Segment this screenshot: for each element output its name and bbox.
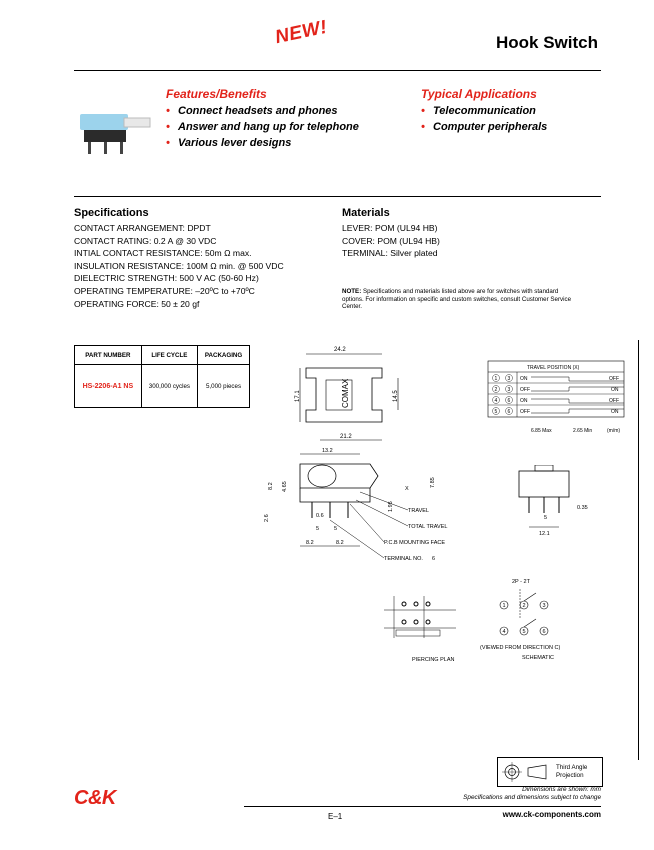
dim-top-width: 24.2 (334, 347, 346, 353)
dim-1-95: 1.95 (388, 501, 394, 512)
state-end: ON (611, 387, 619, 393)
materials-note (342, 288, 572, 311)
dim-7-85: 7.85 (430, 477, 436, 488)
dim-2-6: 2.6 (264, 514, 270, 522)
pin-1: 1 (502, 603, 506, 609)
footer-divider (244, 806, 601, 807)
features-item: • Various lever designs (166, 135, 359, 151)
travel-title: TRAVEL POSITION (X) (527, 365, 580, 371)
pin-b: 3 (507, 387, 511, 393)
column-header: PACKAGING (198, 346, 250, 365)
features-item: • Connect headsets and phones (166, 103, 359, 119)
state-start: OFF (520, 387, 530, 393)
spec-line: INSULATION RESISTANCE: 100M Ω min. @ 500 VDC (74, 260, 284, 271)
footer-note-dimensions: Dimensions are shown: mm (522, 786, 601, 793)
pin-a: 2 (494, 387, 498, 393)
dim-12-1: 12.1 (539, 531, 550, 537)
spec-line: DIELECTRIC STRENGTH: 500 V AC (50-60 Hz) (74, 273, 259, 284)
dim-5-a: 5 (316, 526, 320, 532)
new-badge: NEW! (273, 16, 330, 49)
applications-item: • Telecommunication (421, 103, 547, 119)
schematic-drawing (480, 575, 600, 665)
spec-line: OPERATING FORCE: 50 ± 20 gf (74, 298, 200, 309)
spec-line: OPERATING TEMPERATURE: –20ºC to +70ºC (74, 285, 255, 296)
right-margin-rule (638, 340, 639, 760)
piercing-plan-label: PIERCING PLAN (412, 657, 455, 662)
brand-logo: C&K (74, 787, 116, 809)
projection-line-2: Projection (556, 772, 584, 779)
part-number-cell: HS-2206-A1 NS (75, 365, 142, 408)
dim-side-width: 21.2 (340, 434, 352, 440)
dim-5-front: 5 (544, 515, 548, 521)
schematic-label: SCHEMATIC (522, 655, 554, 661)
part-number-table (74, 345, 250, 408)
table-header-row (75, 346, 250, 365)
note-label: NOTE: (342, 288, 362, 295)
dim-4-65: 4.65 (282, 481, 288, 492)
footer-notes (463, 786, 601, 802)
projection-line-1: Third Angle (556, 764, 588, 771)
travel-row (493, 386, 619, 394)
view-direction-label: (VIEWED FROM DIRECTION C) (480, 645, 561, 651)
pin-a: 4 (494, 398, 498, 404)
projection-symbol-icon (502, 762, 550, 782)
state-end: OFF (609, 398, 619, 404)
material-line: TERMINAL: Silver plated (342, 248, 438, 259)
state-end: OFF (609, 376, 619, 382)
pin-a: 1 (494, 376, 498, 382)
schematic-title: 2P - 2T (512, 579, 530, 585)
pin-b: 6 (507, 398, 511, 404)
dim-8-2-b: 8.2 (306, 540, 314, 546)
pin-4: 4 (502, 629, 506, 635)
top-view-drawing (290, 340, 410, 445)
table-row (75, 365, 250, 408)
projection-label (556, 764, 587, 780)
callout-pcb-face: P.C.B MOUNTING FACE (384, 540, 446, 546)
pin-b: 6 (507, 409, 511, 415)
materials-heading: Materials (342, 207, 390, 219)
pin-3: 3 (542, 603, 546, 609)
travel-max: 6.85 Max (531, 428, 552, 434)
dim-height-right: 14.5 (393, 390, 399, 402)
materials-list (342, 222, 440, 260)
callout-total-travel: TOTAL TRAVEL (408, 524, 448, 530)
section-divider (74, 196, 601, 197)
dim-8-2-c: 8.2 (336, 540, 344, 546)
applications-heading: Typical Applications (421, 87, 537, 101)
dim-0-6: 0.6 (316, 513, 324, 519)
travel-unit: (m/m) (607, 428, 621, 434)
spec-line: CONTACT ARRANGEMENT: DPDT (74, 223, 211, 233)
travel-position-table (487, 360, 627, 438)
callout-terminal-no: TERMINAL NO. (384, 556, 423, 562)
side-view-drawing (260, 442, 450, 572)
state-end: ON (611, 409, 619, 415)
piercing-plan-drawing (380, 582, 470, 662)
material-line: LEVER: POM (UL94 HB) (342, 223, 438, 233)
dim-height-left: 17.1 (295, 390, 301, 402)
features-heading: Features/Benefits (166, 87, 267, 101)
features-item: • Answer and hang up for telephone (166, 119, 359, 135)
footer-note-specs: Specifications and dimensions subject to change (463, 794, 601, 801)
specifications-list (74, 222, 284, 310)
dim-0-35: 0.35 (577, 505, 588, 511)
pin-a: 5 (494, 409, 498, 415)
product-photo (74, 108, 154, 156)
dim-8-2-a: 8.2 (268, 482, 274, 490)
page-title: Hook Switch (495, 33, 598, 52)
projection-box (497, 757, 603, 787)
pin-6: 6 (542, 629, 546, 635)
spec-line: INTIAL CONTACT RESISTANCE: 50m Ω max. (74, 248, 252, 259)
pin-2: 2 (522, 603, 526, 609)
packaging-cell: 5,000 pieces (198, 365, 250, 408)
callout-travel: TRAVEL (408, 508, 429, 514)
page-number: E–1 (328, 812, 343, 821)
dim-x: X (405, 486, 409, 492)
specifications-heading: Specifications (74, 207, 149, 219)
travel-row (493, 408, 619, 416)
pin-b: 3 (507, 376, 511, 382)
applications-item: • Computer peripherals (421, 119, 547, 135)
front-view-drawing (505, 465, 605, 540)
website-url: www.ck-components.com (502, 810, 601, 819)
terminal-count: 6 (432, 556, 436, 562)
state-start: OFF (520, 409, 530, 415)
travel-min: 2.65 Min (573, 428, 593, 434)
header-divider (74, 70, 601, 71)
brand-label: COMAX (341, 378, 350, 408)
applications-list (421, 103, 547, 135)
note-text: Specifications and materials listed above are for switches with standard options. For information on specific and custom switches, consult Customer Service Center. (342, 288, 572, 311)
material-line: COVER: POM (UL94 HB) (342, 235, 440, 246)
schematic-pins (500, 601, 548, 635)
state-start: ON (520, 376, 528, 382)
life-cycle-cell: 300,000 cycles (141, 365, 197, 408)
spec-line: CONTACT RATING: 0.2 A @ 30 VDC (74, 235, 217, 246)
pin-5: 5 (522, 629, 526, 635)
state-start: ON (520, 398, 528, 404)
features-list (166, 103, 359, 151)
column-header: PART NUMBER (75, 346, 142, 365)
dim-5-b: 5 (334, 526, 338, 532)
dim-side-inner: 13.2 (322, 448, 333, 454)
column-header: LIFE CYCLE (141, 346, 197, 365)
